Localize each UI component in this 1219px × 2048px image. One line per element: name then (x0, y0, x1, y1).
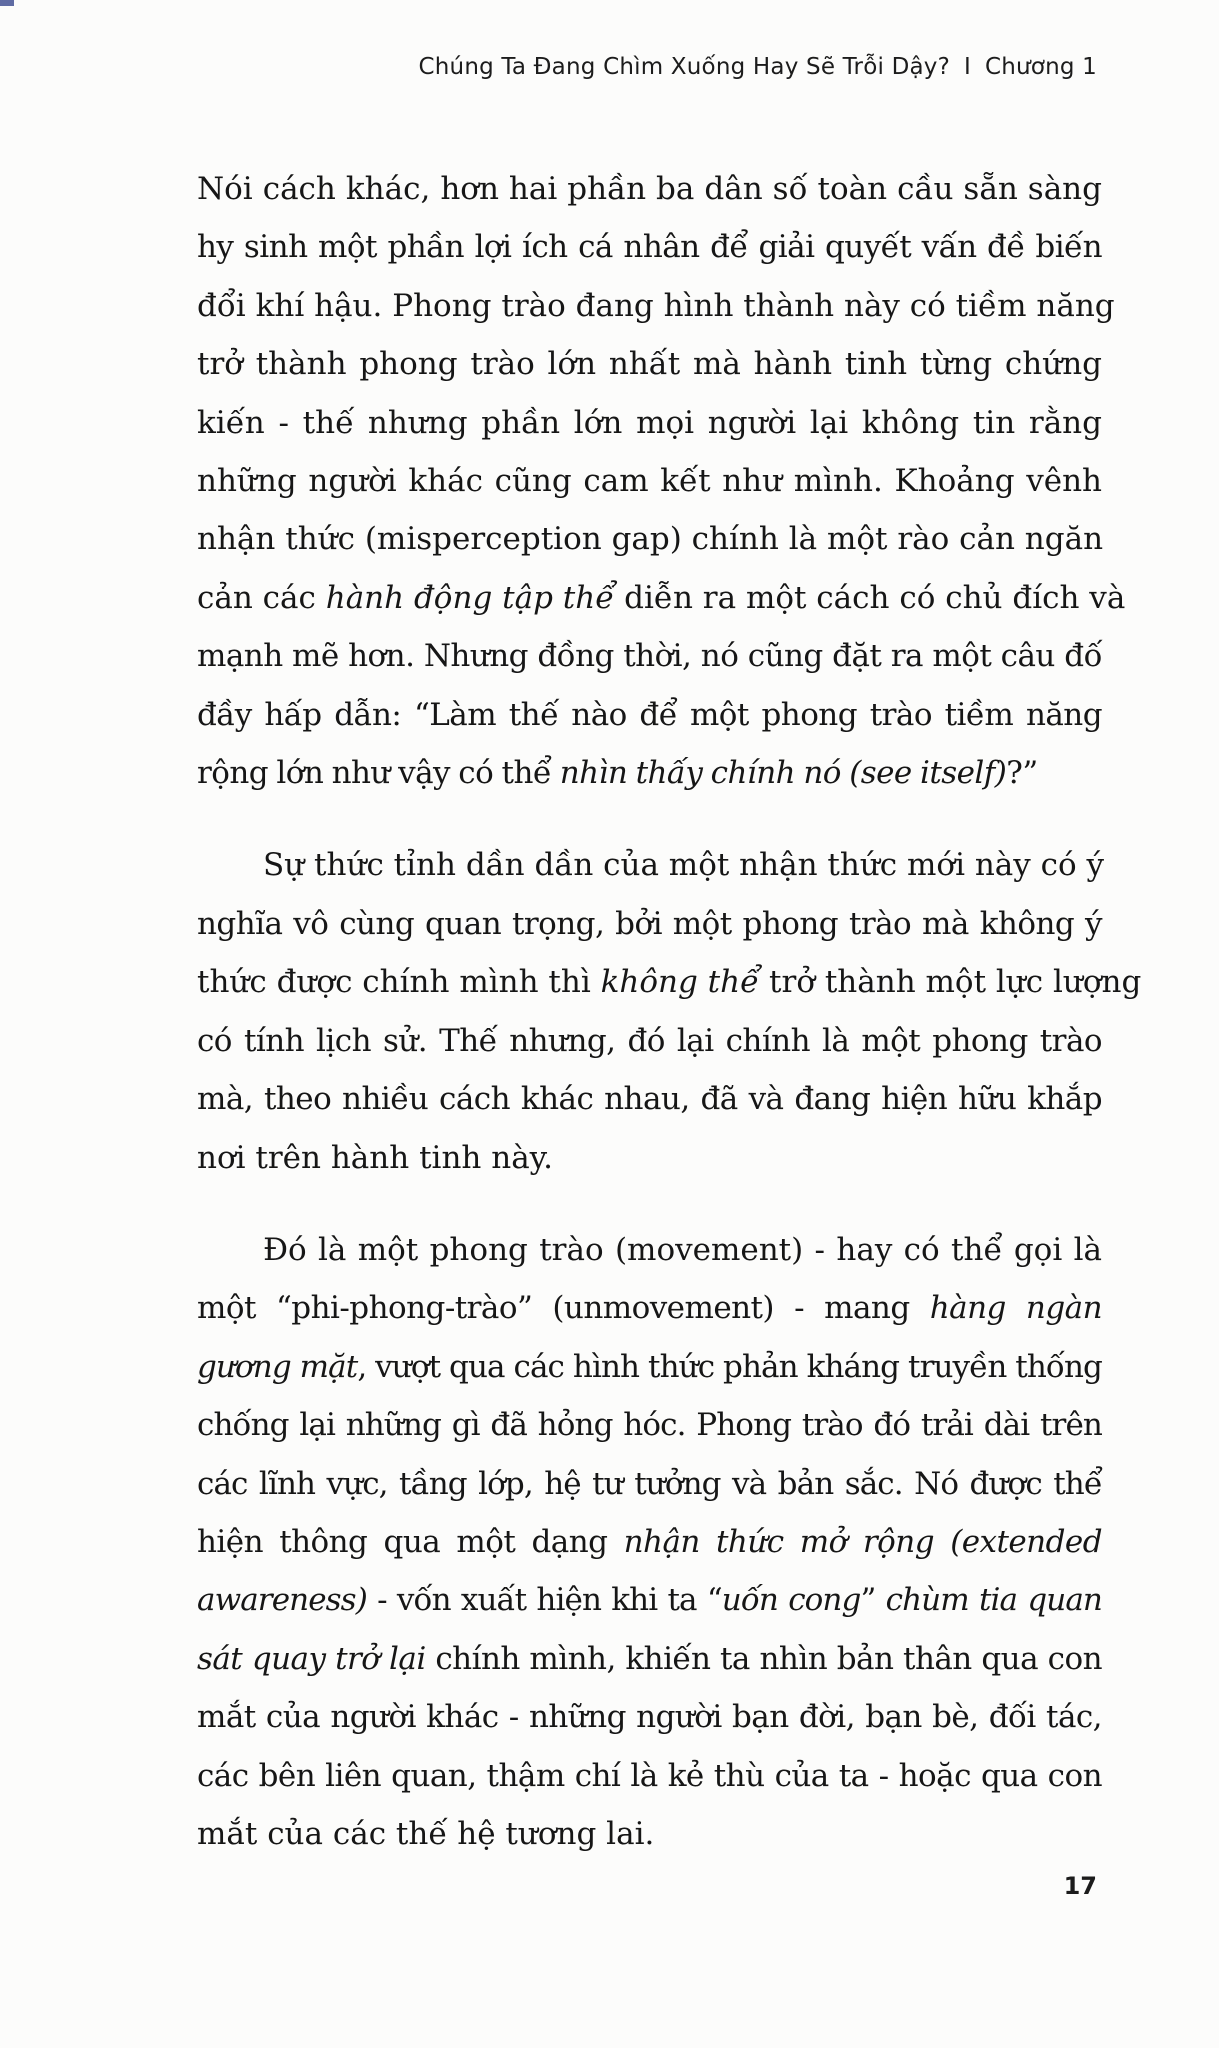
text-line (197, 686, 1102, 744)
text-run: các bên liên quan, thậm chí là kẻ thù của ta - hoặc qua con (197, 1757, 1102, 1794)
text-line (197, 160, 1102, 218)
italic-run: hàng ngàn (929, 1290, 1102, 1327)
text-run: đổi khí hậu. Phong trào đang hình thành này có tiềm năng (197, 287, 1115, 324)
italic-run: nhận thức mở rộng (extended (623, 1523, 1102, 1560)
text-line (197, 1455, 1102, 1513)
text-line (197, 218, 1102, 276)
text-run: những người khác cũng cam kết như mình. Khoảng vênh (197, 463, 1102, 500)
text-run: có tính lịch sử. Thế nhưng, đó lại chính là một phong trào (197, 1022, 1102, 1059)
text-line (197, 627, 1102, 685)
header-chapter: Chương 1 (984, 54, 1097, 80)
italic-run: gương mặt (197, 1348, 358, 1385)
text-run: nơi trên hành tinh này. (197, 1139, 553, 1176)
text-run: ” (860, 1582, 886, 1619)
text-line (197, 1571, 1102, 1629)
text-run: mắt của người khác - những người bạn đời, bạn bè, đối tác, (197, 1699, 1102, 1736)
text-line (197, 1070, 1102, 1128)
text-line (197, 1012, 1102, 1070)
italic-run: sát quay trở lại (197, 1640, 426, 1677)
italic-run: chùm tia quan (885, 1582, 1103, 1619)
text-line (197, 1513, 1102, 1571)
text-line (197, 1396, 1102, 1454)
page-number: 17 (1063, 1872, 1097, 1900)
text-run: mắt của các thế hệ tương lai. (197, 1815, 655, 1852)
text-line (197, 510, 1102, 568)
italic-run: uốn cong (721, 1582, 861, 1619)
text-line (197, 277, 1115, 335)
italic-run: awareness) (197, 1582, 367, 1619)
text-line (197, 1338, 1102, 1396)
text-line (197, 452, 1102, 510)
text-run: Sự thức tỉnh dần dần của một nhận thức mới này có ý (263, 847, 1105, 884)
text-run: các lĩnh vực, tầng lớp, hệ tư tưởng và bản sắc. Nó được thể (197, 1465, 1102, 1502)
paragraph (197, 160, 1126, 802)
text-line (197, 335, 1102, 393)
text-run: kiến - thế nhưng phần lớn mọi người lại không tin rằng (197, 404, 1102, 441)
body-text (197, 160, 1142, 1863)
text-run: diễn ra một cách có chủ đích và (614, 579, 1126, 616)
text-run: chống lại những gì đã hỏng hóc. Phong trào đó trải dài trên (197, 1407, 1102, 1444)
text-run: một “phi-phong-trào” (unmovement) - mang (197, 1290, 930, 1327)
text-line (197, 1805, 1102, 1863)
text-run: rộng lớn như vậy có thể (197, 755, 560, 792)
text-run: chính mình, khiến ta nhìn bản thân qua con (425, 1640, 1102, 1677)
text-run: Nói cách khác, hơn hai phần ba dân số toàn cầu sẵn sàng (197, 171, 1102, 207)
text-run: hiện thông qua một dạng (197, 1523, 624, 1560)
header-book-title: Chúng Ta Đang Chìm Xuống Hay Sẽ Trỗi Dậy? (418, 54, 950, 80)
running-header (200, 54, 1097, 80)
text-run: - vốn xuất hiện khi ta “ (366, 1582, 722, 1619)
text-line (197, 953, 1142, 1011)
text-line (197, 836, 1105, 894)
text-run: nghĩa vô cùng quan trọng, bởi một phong trào mà không ý (197, 905, 1102, 942)
paragraph (197, 1221, 1102, 1863)
text-line (197, 569, 1126, 627)
text-run: Đó là một phong trào (movement) - hay có thể gọi là (263, 1231, 1102, 1268)
scan-corner-mark (0, 0, 14, 6)
text-run: mà, theo nhiều cách khác nhau, đã và đang hiện hữu khắp (197, 1081, 1102, 1118)
text-line (197, 895, 1102, 953)
text-run: mạnh mẽ hơn. Nhưng đồng thời, nó cũng đặt ra một câu đố (197, 638, 1102, 675)
text-line (197, 1688, 1102, 1746)
header-separator: I (964, 54, 971, 80)
text-run: cản các (197, 579, 326, 616)
text-run: đầy hấp dẫn: “Làm thế nào để một phong trào tiềm năng (197, 696, 1102, 733)
text-run: hy sinh một phần lợi ích cá nhân để giải quyết vấn đề biến (197, 229, 1102, 266)
text-run: trở thành một lực lượng (759, 964, 1142, 1001)
text-line (197, 394, 1102, 452)
text-line (197, 744, 1102, 802)
text-run: trở thành phong trào lớn nhất mà hành tinh từng chứng (197, 346, 1102, 383)
text-line (197, 1279, 1102, 1337)
text-line (197, 1747, 1102, 1805)
paragraph (197, 836, 1142, 1186)
text-line (197, 1221, 1102, 1279)
text-run: thức được chính mình thì (197, 964, 601, 1001)
text-run: , vượt qua các hình thức phản kháng truyền thống (357, 1348, 1102, 1385)
text-line (197, 1630, 1102, 1688)
italic-run: hành động tập thể (325, 579, 615, 616)
text-line (197, 1129, 1102, 1187)
text-run: nhận thức (misperception gap) chính là một rào cản ngăn (197, 521, 1104, 558)
text-run: ?” (1006, 755, 1038, 792)
italic-run: nhìn thấy chính nó (see itself) (559, 755, 1007, 792)
italic-run: không thể (600, 964, 760, 1001)
